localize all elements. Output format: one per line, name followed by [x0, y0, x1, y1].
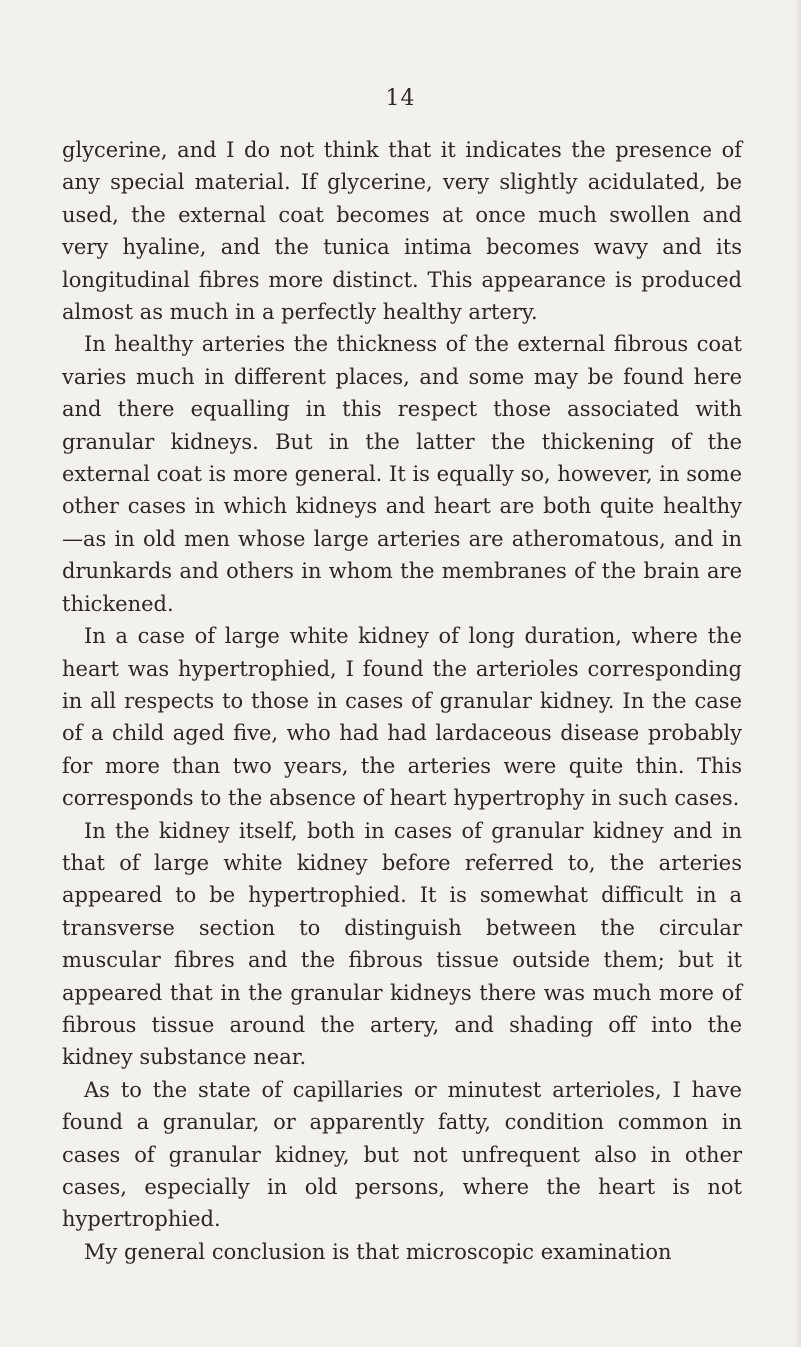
paragraph: glycerine, and I do not think that it indicates the presence of any special material. If glycerine, very slightly acidulated, be used, the external coat becomes at once much swollen and very hyaline, and the tunica intima becomes wavy and its longitudinal fibres more distinct. This appearance is produced almost as much in a perfectly healthy artery.: [62, 138, 742, 325]
paragraph: As to the state of capillaries or minutest arterioles, I have found a granular, or apparently fatty, condition common in cases of granular kidney, but not unfrequent also in other cases, especially in old persons, where the heart is not hypertrophied.: [62, 1077, 742, 1232]
body-text: [62, 134, 742, 1268]
paragraph: In healthy arteries the thickness of the external fibrous coat varies much in different places, and some may be found here and there equalling in this respect those associated with granular kidneys. But in the latter the thickening of the external coat is more general. It is equally so, however, in some other cases in which kidneys and heart are both quite healthy—as in old men whose large arteries are atheromatous, and in drunkards and others in whom the membranes of the brain are thickened.: [62, 332, 742, 616]
paragraph: My general conclusion is that microscopic examination: [84, 1239, 672, 1264]
page-edge-shadow: [795, 0, 801, 1347]
paragraph: In the kidney itself, both in cases of granular kidney and in that of large white kidney before referred to, the arteries appeared to be hypertrophied. It is somewhat difficult in a transverse section to distinguish between the circular muscular fibres and the fibrous tissue outside them; but it appeared that in the granular kidneys there was much more of fibrous tissue around the artery, and shading off into the kidney substance near.: [62, 818, 742, 1070]
page-number: 14: [385, 86, 416, 111]
paragraph: In a case of large white kidney of long duration, where the heart was hypertrophied, I found the arterioles corresponding in all respects to those in cases of granular kidney. In the case of a child aged five, who had had lardaceous disease probably for more than two years, the arteries were quite thin. This corresponds to the absence of heart hypertrophy in such cases.: [62, 624, 742, 811]
